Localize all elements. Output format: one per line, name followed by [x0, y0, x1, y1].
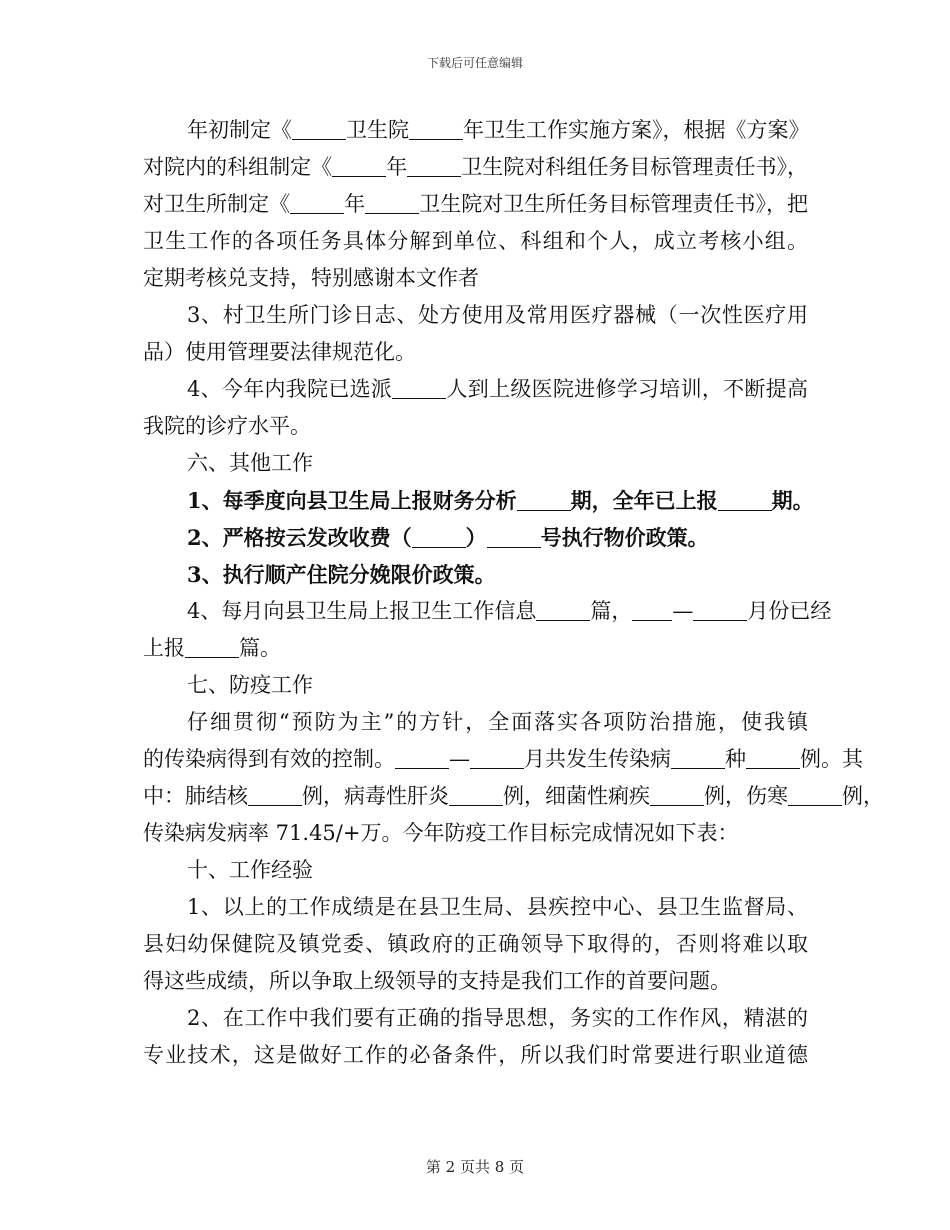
text-line: 1、以上的工作成绩是在县卫生局、县疾控中心、县卫生监督局、: [187, 895, 808, 919]
text-line: 3、村卫生所门诊日志、处方使用及常用医疗器械（一次性医疗用: [187, 303, 808, 327]
text-line: 仔细贯彻“预防为主”的方针，全面落实各项防治措施，使我镇: [187, 710, 808, 734]
text-line: 县妇幼保健院及镇党委、镇政府的正确领导下取得的，否则将难以取: [143, 932, 808, 956]
document-body: [143, 112, 884, 1074]
text-line: 我院的诊疗水平。: [143, 414, 311, 438]
text-line: 对院内的科组制定《 年 卫生院对科组任务目标管理责任书》，: [143, 155, 809, 179]
text-line: 2、严格按云发改收费（ ） 号执行物价政策。: [187, 525, 709, 550]
page-header: 下载后可任意编辑: [426, 56, 523, 70]
text-line: 传染病发病率 71.45/+万。今年防疫工作目标完成情况如下表：: [143, 821, 739, 845]
text-line: 中：肺结核 例，病毒性肝炎 例，细菌性痢疾 例，伤寒 例，: [143, 784, 884, 808]
text-line: 卫生工作的各项任务具体分解到单位、科组和个人，成立考核小组。: [143, 229, 808, 253]
section-heading: 十、工作经验: [187, 858, 313, 882]
text-line: 2、在工作中我们要有正确的指导思想，务实的工作作风，精湛的: [187, 1006, 808, 1030]
text-line: 1、每季度向县卫生局上报财务分析 期，全年已上报 期。: [187, 488, 814, 513]
text-line: 品）使用管理要法律规范化。: [143, 340, 416, 364]
text-line: 定期考核兑支持，特别感谢本文作者: [143, 266, 479, 290]
text-line: 3、执行顺产住院分娩限价政策。: [187, 562, 496, 587]
text-line: 专业技术，这是做好工作的必备条件，所以我们时常要进行职业道德: [143, 1043, 808, 1067]
text-line: 4、每月向县卫生局上报卫生工作信息 篇， — 月份已经: [187, 599, 832, 623]
section-heading: 七、防疫工作: [187, 673, 313, 697]
page-footer: 第 2 页共 8 页: [425, 1158, 525, 1176]
text-line: 对卫生所制定《 年 卫生院对卫生所任务目标管理责任书》，把: [143, 192, 809, 216]
text-line: 得这些成绩，所以争取上级领导的支持是我们工作的首要问题。: [143, 969, 731, 993]
section-heading: 六、其他工作: [187, 451, 313, 475]
text-line: 4、今年内我院已选派 人到上级医院进修学习培训，不断提高: [187, 377, 808, 401]
text-line: 的传染病得到有效的控制。 — 月共发生传染病 种 例。其: [143, 747, 863, 771]
text-line: 上报 篇。: [143, 636, 281, 660]
text-line: 年初制定《 卫生院 年卫生工作实施方案》，根据《方案》: [187, 118, 810, 142]
